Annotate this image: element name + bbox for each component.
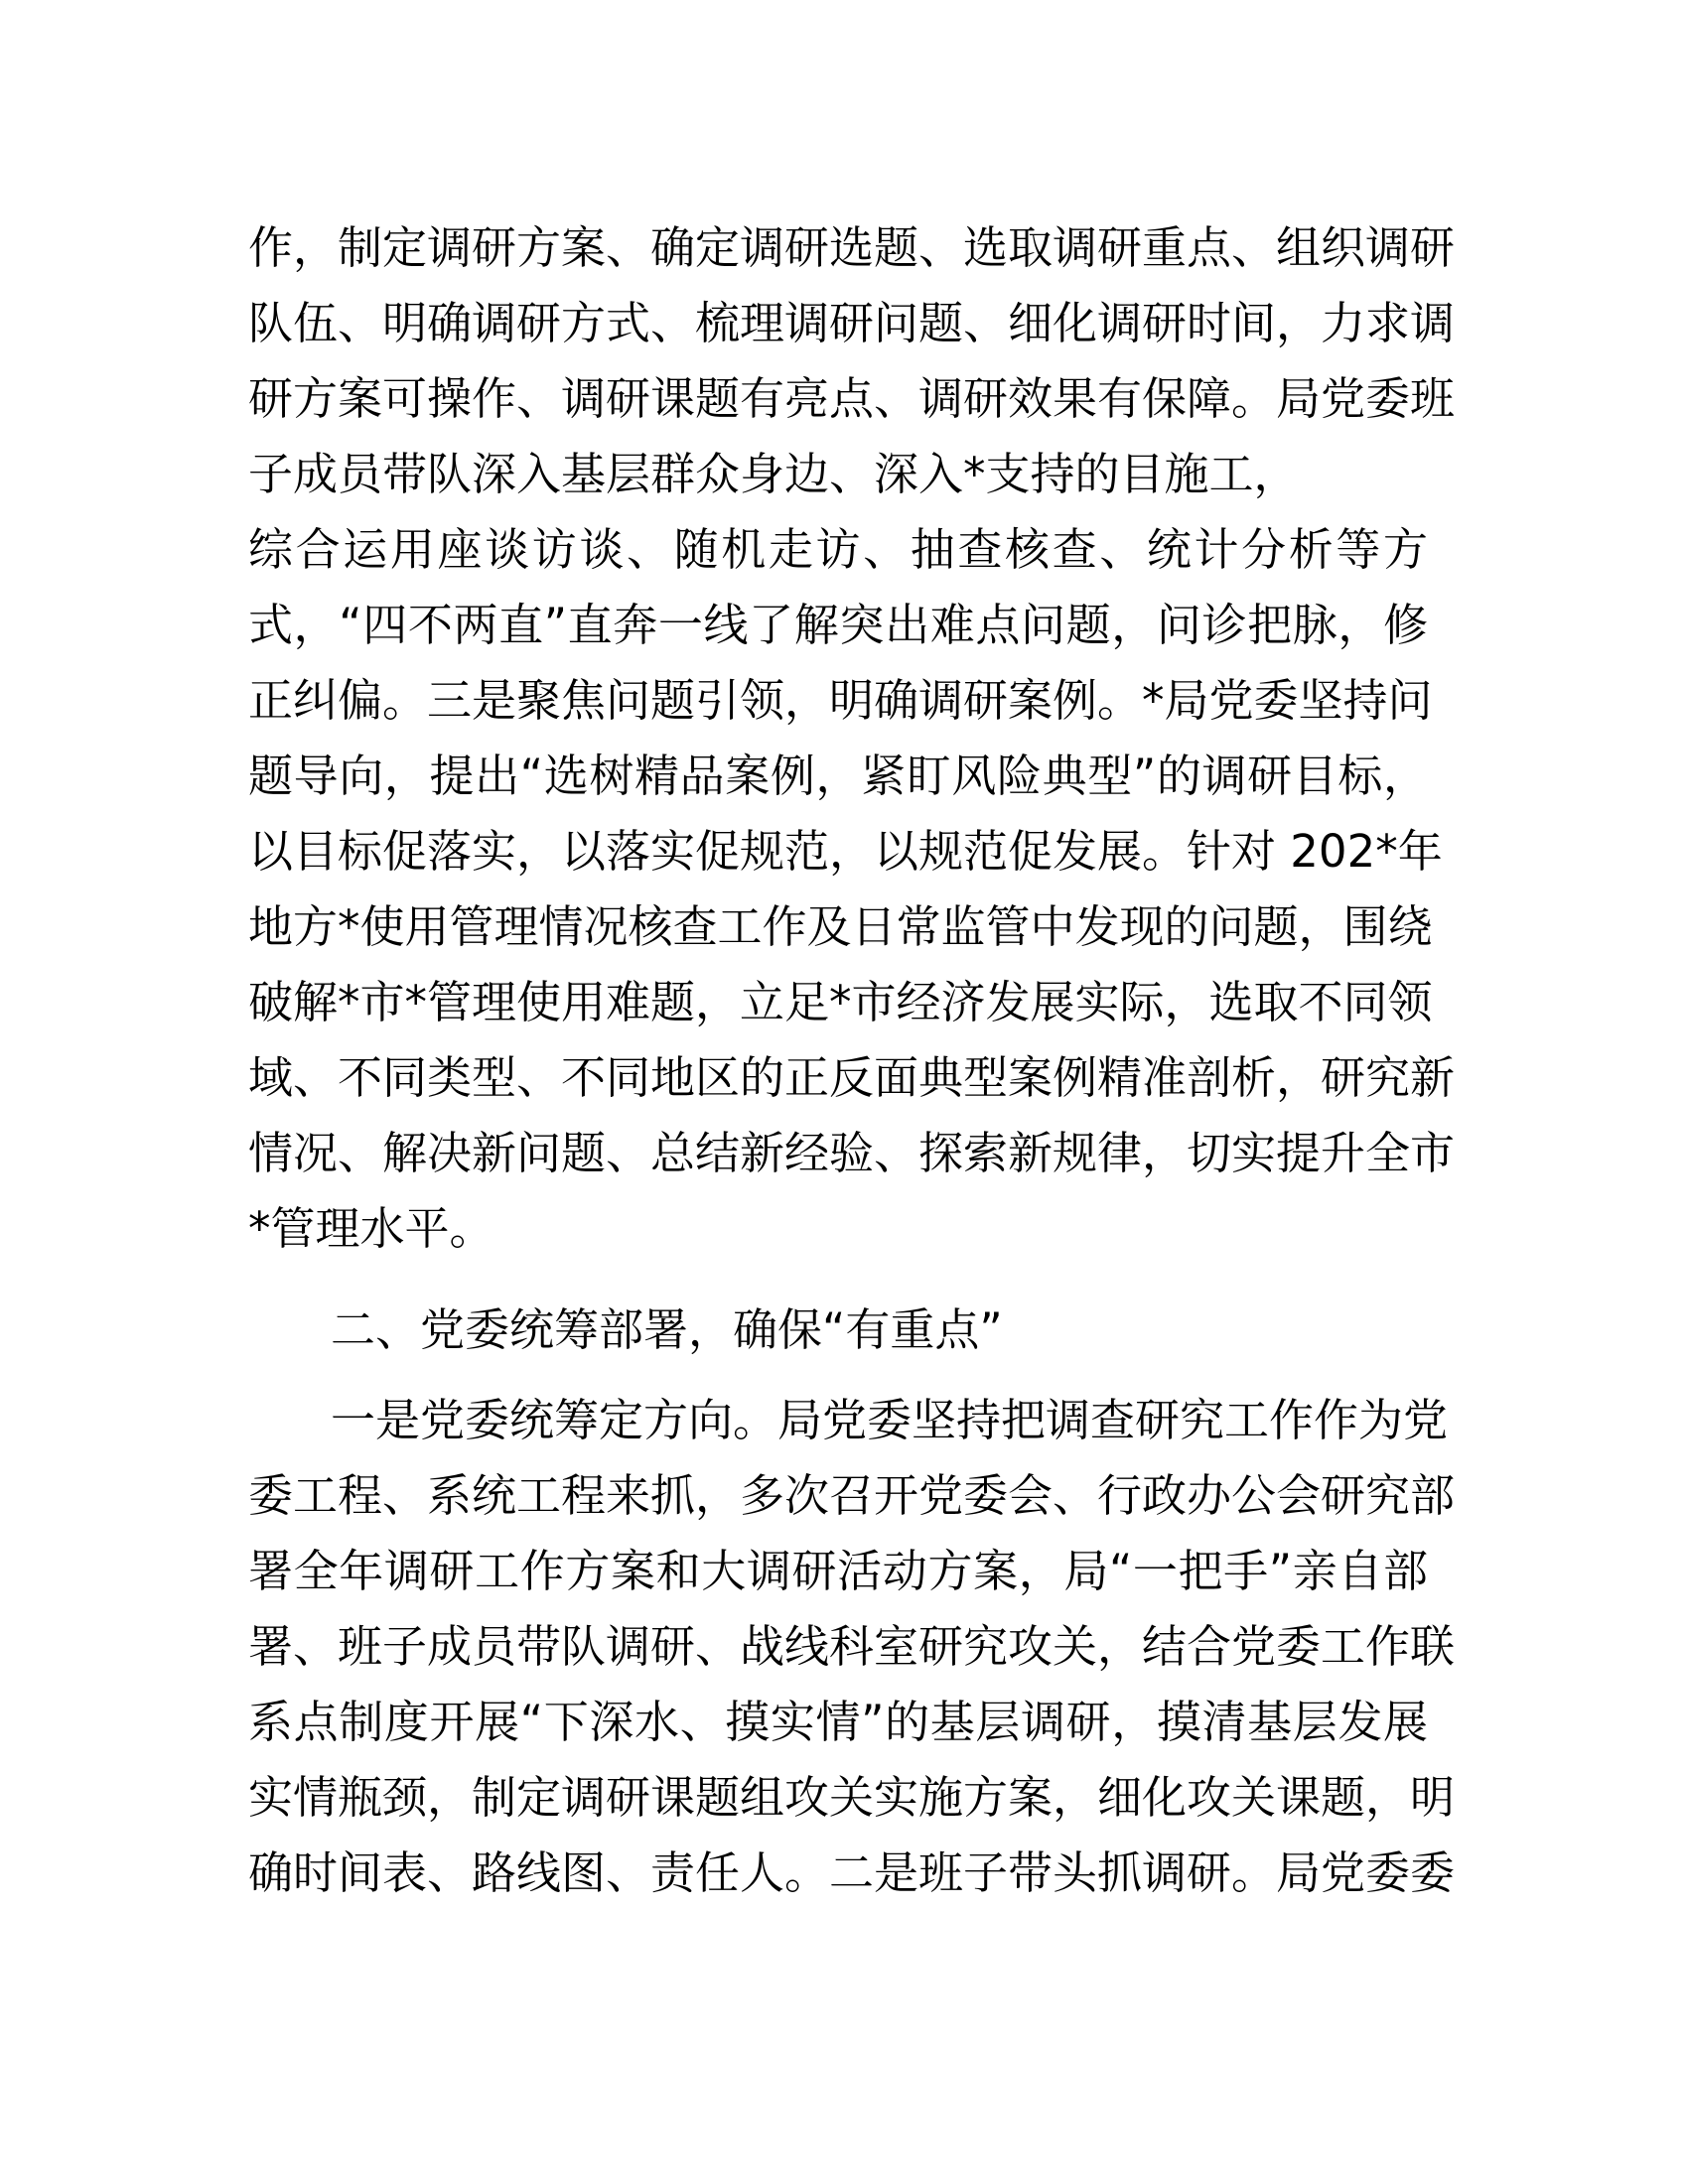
paragraph-line: 确时间表、路线图、责任人。二是班子带头抓调研。局党委委 bbox=[248, 1846, 1456, 1899]
paragraph-line: 地方*使用管理情况核查工作及日常监管中发现的问题，围绕 bbox=[248, 900, 1433, 953]
paragraph-line: 实情瓶颈，制定调研课题组攻关实施方案，细化攻关课题，明 bbox=[248, 1771, 1456, 1824]
paragraph-line: *管理水平。 bbox=[248, 1202, 494, 1255]
paragraph-line: 署、班子成员带队调研、战线科室研究攻关，结合党委工作联 bbox=[248, 1620, 1456, 1673]
paragraph-line: 委工程、系统工程来抓，多次召开党委会、行政办公会研究部 bbox=[248, 1469, 1456, 1522]
paragraph-line: 一是党委统筹定方向。局党委坚持把调查研究工作作为党 bbox=[331, 1394, 1449, 1446]
paragraph-line: 署全年调研工作方案和大调研活动方案，局“一把手”亲自部 bbox=[248, 1545, 1428, 1597]
paragraph-line: 综合运用座谈访谈、随机走访、抽查核查、统计分析等方 bbox=[248, 523, 1428, 576]
paragraph-line: 题导向，提出“选树精品案例，紧盯风险典型”的调研目标， bbox=[248, 750, 1428, 802]
paragraph-line: 以目标促落实，以落实促规范，以规范促发展。针对 202*年 bbox=[248, 825, 1443, 878]
paragraph-line: 队伍、明确调研方式、梳理调研问题、细化调研时间，力求调 bbox=[248, 297, 1456, 349]
paragraph-line: 式，“四不两直”直奔一线了解突出难点问题，问诊把脉，修 bbox=[248, 599, 1428, 651]
paragraph-line: 破解*市*管理使用难题，立足*市经济发展实际，选取不同领 bbox=[248, 976, 1433, 1028]
section-heading: 二、党委统筹部署，确保“有重点” bbox=[331, 1303, 1003, 1356]
paragraph-line: 域、不同类型、不同地区的正反面典型案例精准剖析，研究新 bbox=[248, 1051, 1456, 1104]
paragraph-line: 作，制定调研方案、确定调研选题、选取调研重点、组织调研 bbox=[248, 221, 1456, 274]
paragraph-line: 正纠偏。三是聚焦问题引领，明确调研案例。*局党委坚持问 bbox=[248, 674, 1433, 727]
paragraph-line: 子成员带队深入基层群众身边、深入*支持的目施工， bbox=[248, 448, 1299, 500]
paragraph-line: 研方案可操作、调研课题有亮点、调研效果有保障。局党委班 bbox=[248, 372, 1456, 425]
paragraph-line: 情况、解决新问题、总结新经验、探索新规律，切实提升全市 bbox=[248, 1127, 1456, 1179]
paragraph-line: 系点制度开展“下深水、摸实情”的基层调研，摸清基层发展 bbox=[248, 1696, 1428, 1748]
